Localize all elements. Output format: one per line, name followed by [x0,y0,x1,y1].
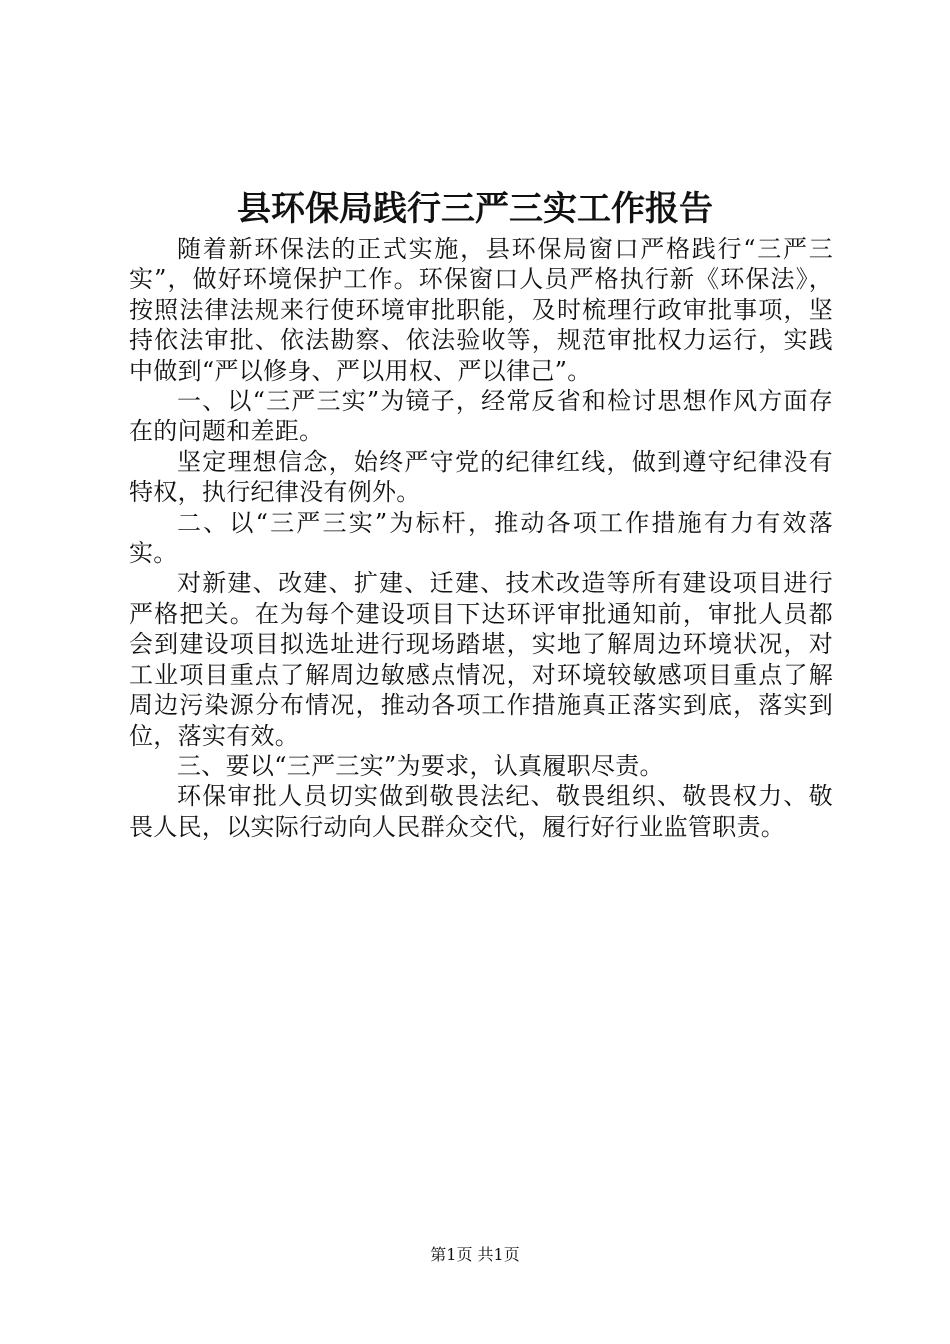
paragraph-heading-2: 二、以“三严三实”为标杆，推动各项工作措施有力有效落实。 [129,508,833,568]
page-footer: 第1页 共1页 [430,1245,520,1264]
paragraph-intro: 随着新环保法的正式实施，县环保局窗口严格践行“三严三实”，做好环境保护工作。环保窗口人员严格执行新《环保法》，按照法律法规来行使环境审批职能，及时梳理行政审批事项，坚持依法审批、依法勘察、依法验收等，规范审批权力运行，实践中做到“严以修身、严以用权、严以律己”。 [129,235,833,385]
paragraph-3-body: 环保审批人员切实做到敬畏法纪、敬畏组织、敬畏权力、敬畏人民，以实际行动向人民群众交代，履行好行业监管职责。 [129,782,833,841]
document-title: 县环保局践行三严三实工作报告 [237,189,713,229]
paragraph-heading-3: 三、要以“三严三实”为要求，认真履职尽责。 [177,751,664,780]
paragraph-2-body: 对新建、改建、扩建、迁建、技术改造等所有建设项目进行严格把关。在为每个建设项目下达环评审批通知前，审批人员都会到建设项目拟选址进行现场踏堪，实地了解周边环境状况，对工业项目重点了解周边敏感点情况，对环境较敏感项目重点了解周边污染源分布情况，推动各项工作措施真正落实到底，落实到位，落实有效。 [129,569,833,750]
document-body [129,234,833,842]
paragraph-heading-1: 一、以“三严三实”为镜子，经常反省和检讨思想作风方面存在的问题和差距。 [129,387,833,446]
paragraph-1-body: 坚定理想信念，始终严守党的纪律红线，做到遵守纪律没有特权，执行纪律没有例外。 [129,447,833,507]
